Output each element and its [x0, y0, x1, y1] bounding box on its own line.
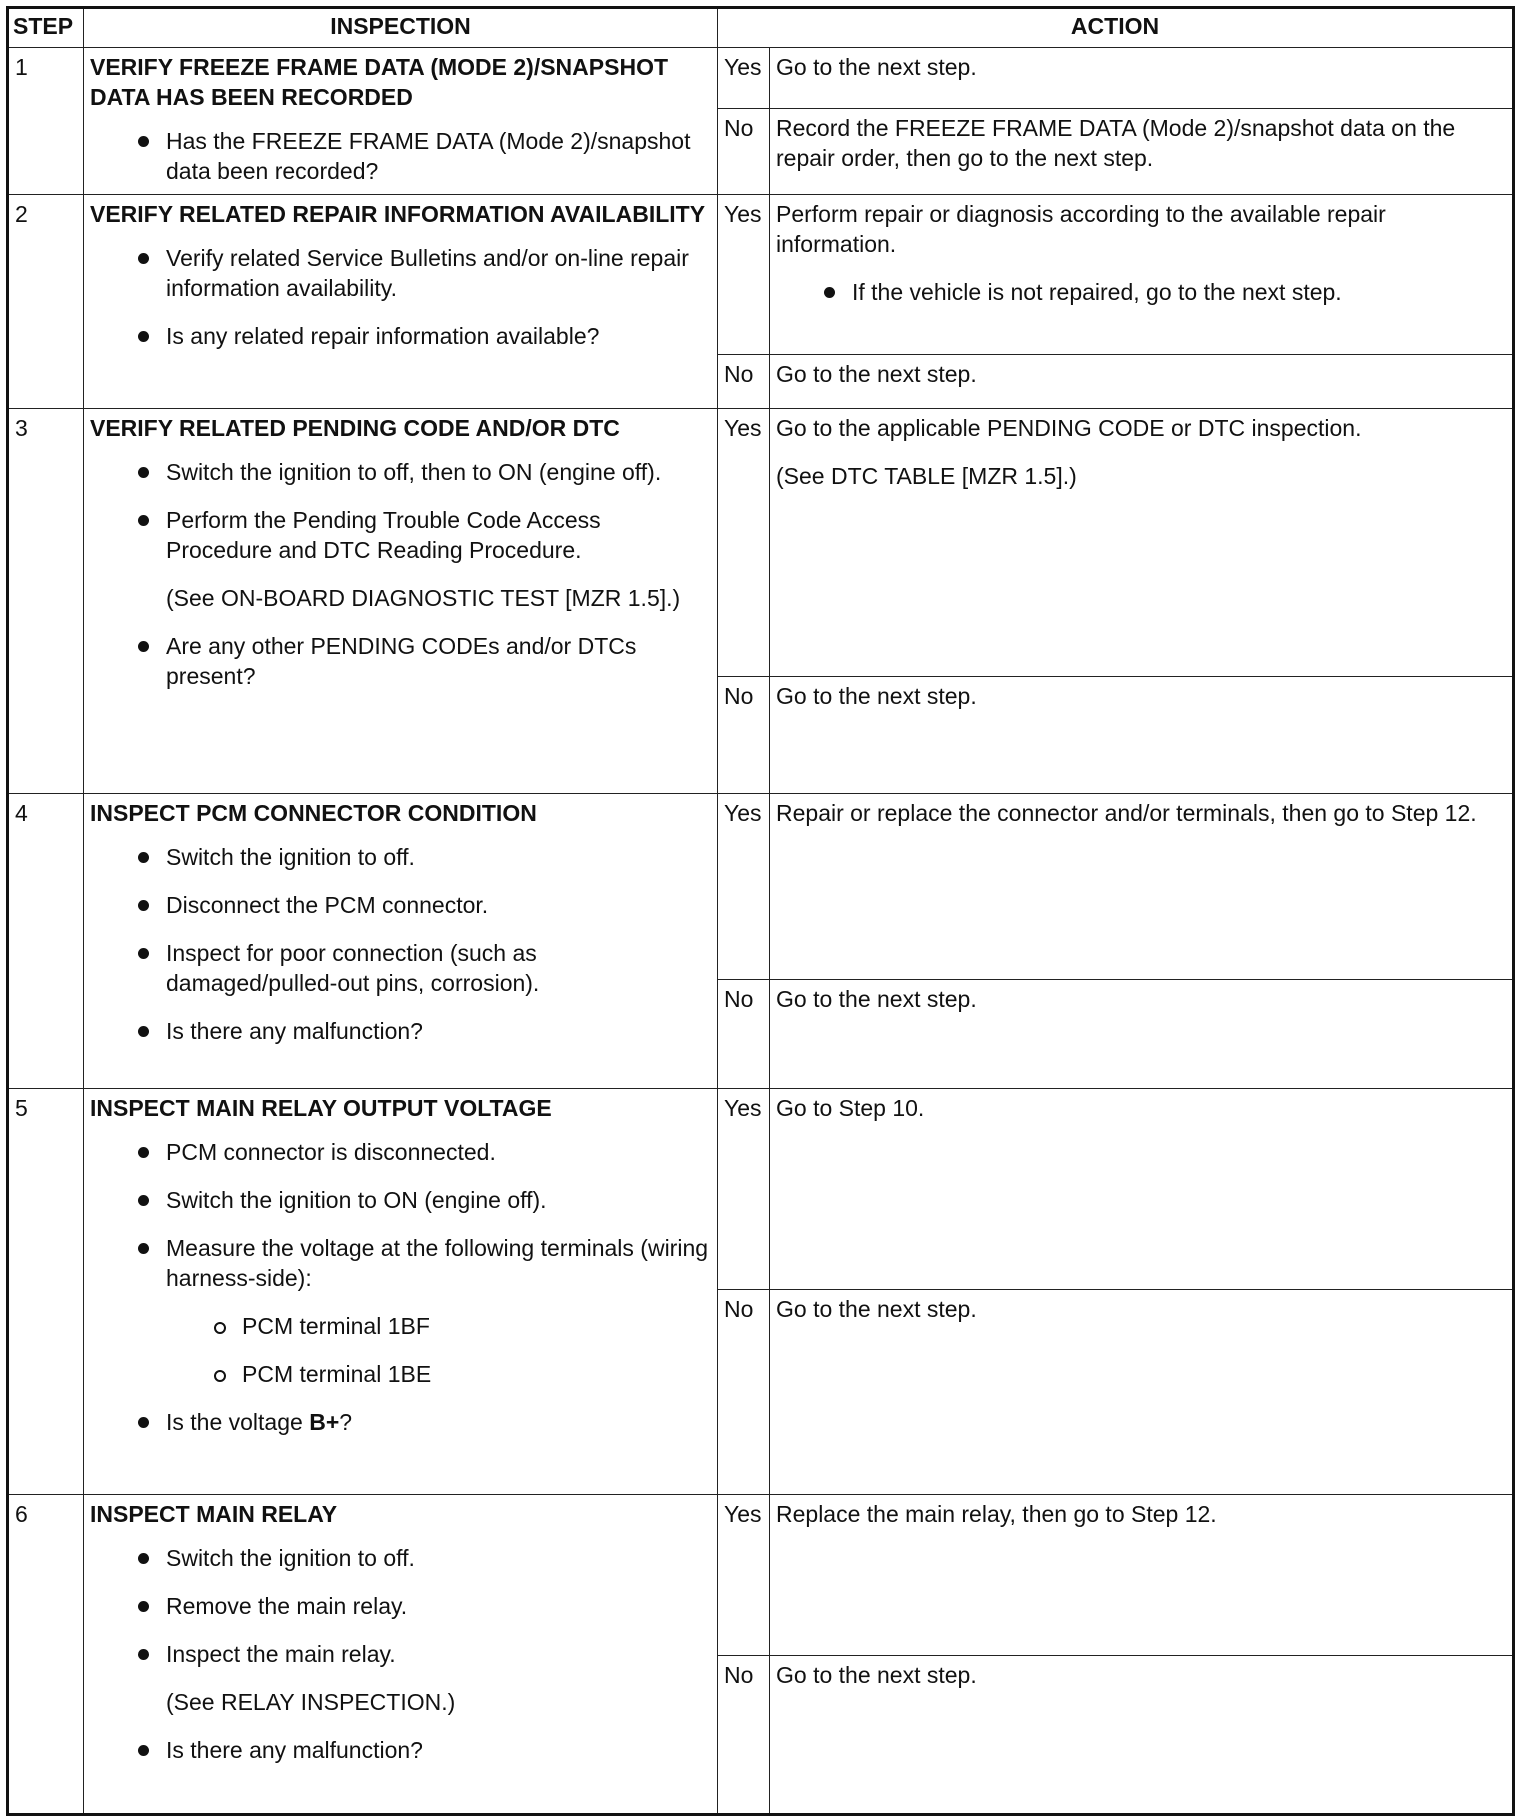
step-title: INSPECT MAIN RELAY: [90, 1500, 338, 1527]
yes-action: Perform repair or diagnosis according to the available repair information.: [776, 201, 1386, 258]
yes-action-reference: (See DTC TABLE [MZR 1.5].): [776, 462, 1077, 489]
question-text: Is the voltage: [166, 1409, 310, 1436]
header-row: [8, 8, 1514, 48]
inspection-item: Is any related repair information available?: [90, 321, 711, 351]
step-4-inspection: [84, 794, 718, 1089]
no-action: Go to the next step.: [770, 1290, 1514, 1494]
inspection-item: Disconnect the PCM connector.: [90, 890, 711, 920]
no-label: No: [718, 677, 770, 794]
inspection-question: Is there any malfunction?: [90, 1735, 711, 1765]
no-action: Go to the next step.: [770, 1655, 1514, 1814]
yes-action-bullet: If the vehicle is not repaired, go to the next step.: [776, 277, 1506, 307]
step-3-inspection: [84, 408, 718, 794]
yes-label: Yes: [718, 48, 770, 108]
terminal-item: PCM terminal 1BE: [90, 1359, 711, 1389]
no-action: Go to the next step.: [770, 677, 1514, 794]
step-number: 6: [8, 1494, 84, 1814]
diagnostic-procedure-table: [6, 6, 1512, 1816]
step-number: 1: [8, 48, 84, 195]
step-number: 4: [8, 794, 84, 1089]
no-label: No: [718, 980, 770, 1089]
header-inspection: INSPECTION: [84, 8, 718, 48]
step-5-inspection: [84, 1089, 718, 1495]
inspection-item: Switch the ignition to ON (engine off).: [90, 1185, 711, 1215]
no-action: Go to the next step.: [770, 355, 1514, 408]
inspection-item: Measure the voltage at the following terminals (wiring harness-side):: [90, 1233, 711, 1293]
yes-label: Yes: [718, 1089, 770, 1290]
step-number: 3: [8, 408, 84, 794]
yes-action: Go to the applicable PENDING CODE or DTC inspection.: [776, 414, 1362, 441]
yes-label: Yes: [718, 794, 770, 980]
step-title: VERIFY FREEZE FRAME DATA (MODE 2)/SNAPSHOT DATA HAS BEEN RECORDED: [90, 54, 669, 111]
no-label: No: [718, 1655, 770, 1814]
yes-action: Repair or replace the connector and/or terminals, then go to Step 12.: [770, 794, 1514, 980]
no-action: Go to the next step.: [770, 980, 1514, 1089]
inspection-item: Inspect the main relay.: [90, 1639, 711, 1669]
reference-note: (See ON-BOARD DIAGNOSTIC TEST [MZR 1.5].): [166, 584, 681, 611]
no-label: No: [718, 1290, 770, 1494]
no-action: Record the FREEZE FRAME DATA (Mode 2)/snapshot data on the repair order, then go to the next step.: [770, 108, 1514, 195]
no-label: No: [718, 355, 770, 408]
inspection-item: PCM connector is disconnected.: [90, 1137, 711, 1167]
step-2-yes-row: [8, 195, 1514, 355]
yes-action: Replace the main relay, then go to Step 12.: [770, 1494, 1514, 1655]
yes-action: Go to Step 10.: [770, 1089, 1514, 1290]
yes-action: Go to the next step.: [770, 48, 1514, 108]
header-step: STEP: [8, 8, 84, 48]
inspection-item: Verify related Service Bulletins and/or on-line repair information availability.: [90, 243, 711, 303]
inspection-question: [90, 1407, 711, 1437]
step-6-yes-row: [8, 1494, 1514, 1655]
inspection-question: Are any other PENDING CODEs and/or DTCs present?: [90, 631, 711, 691]
step-title: VERIFY RELATED PENDING CODE AND/OR DTC: [90, 414, 620, 441]
step-2-yes-action: [770, 195, 1514, 355]
step-title: VERIFY RELATED REPAIR INFORMATION AVAILABILITY: [90, 201, 706, 228]
inspection-item: Switch the ignition to off.: [90, 1543, 711, 1573]
inspection-item: Switch the ignition to off.: [90, 842, 711, 872]
step-number: 2: [8, 195, 84, 408]
inspection-table: [6, 6, 1515, 1816]
step-number: 5: [8, 1089, 84, 1495]
yes-label: Yes: [718, 408, 770, 677]
step-1-inspection: [84, 48, 718, 195]
reference-note: (See RELAY INSPECTION.): [166, 1688, 456, 1715]
step-5-yes-row: [8, 1089, 1514, 1290]
battery-positive-value: B+: [309, 1409, 340, 1436]
step-title: INSPECT MAIN RELAY OUTPUT VOLTAGE: [90, 1095, 552, 1122]
step-3-yes-action: [770, 408, 1514, 677]
step-4-yes-row: [8, 794, 1514, 980]
inspection-item: Has the FREEZE FRAME DATA (Mode 2)/snapshot data been recorded?: [90, 126, 711, 186]
inspection-item: Switch the ignition to off, then to ON (engine off).: [90, 457, 711, 487]
step-6-inspection: [84, 1494, 718, 1814]
inspection-item: Remove the main relay.: [90, 1591, 711, 1621]
terminal-item: PCM terminal 1BF: [90, 1311, 711, 1341]
step-3-yes-row: [8, 408, 1514, 677]
step-1-yes-row: [8, 48, 1514, 108]
step-2-inspection: [84, 195, 718, 408]
yes-label: Yes: [718, 1494, 770, 1655]
inspection-item: Inspect for poor connection (such as damaged/pulled-out pins, corrosion).: [90, 938, 711, 998]
yes-label: Yes: [718, 195, 770, 355]
no-label: No: [718, 108, 770, 195]
inspection-question: Is there any malfunction?: [90, 1016, 711, 1046]
inspection-item: Perform the Pending Trouble Code Access Procedure and DTC Reading Procedure.: [90, 505, 711, 565]
step-title: INSPECT PCM CONNECTOR CONDITION: [90, 800, 537, 827]
header-action: ACTION: [718, 8, 1514, 48]
question-mark: ?: [339, 1409, 353, 1436]
